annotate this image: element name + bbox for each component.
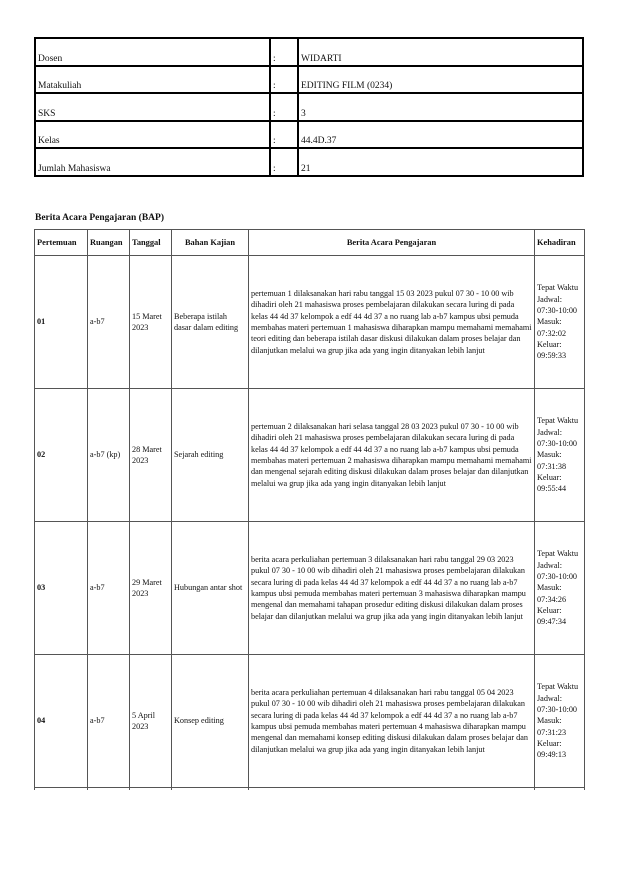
header-berita-acara: Berita Acara Pengajaran <box>249 230 535 256</box>
attendance-keluar: Keluar: 09:49:13 <box>537 738 567 760</box>
info-colon: : <box>270 38 298 66</box>
info-label: Dosen <box>35 38 270 66</box>
attendance-keluar: Keluar: 09:59:33 <box>537 339 567 361</box>
info-colon: : <box>270 148 298 176</box>
ruangan-cell: a-b7 <box>88 256 130 389</box>
attendance-masuk: Masuk: 07:31:23 <box>537 716 567 737</box>
header-ruangan: Ruangan <box>88 230 130 256</box>
info-value: 21 <box>298 148 583 176</box>
tanggal-cell: 29 Maret 2023 <box>130 522 172 655</box>
berita-acara-cell: berita acara perkuliahan pertemuan 4 dilaksanakan hari rabu tanggal 05 04 2023 pukul 07 30 - 10 00 wib dihadiri oleh 21 mahasiswa proses pembelajaran dilakukan secara luring di pada kelas 44 4d 37 kelompok a edf 44 4d 37 a no ruang lab a-b7 kampus ubsi pemuda membahas materi pertemuan 4 mahasiswa diharapkan mampu mengenal dan memahami konsep editing diskusi dilakukan dalam proses belajar dan dilanjutkan melalui wa grup jika ada yang ingin ditanyakan lebih lanjut <box>249 655 535 788</box>
table-continuation <box>35 788 585 791</box>
pertemuan-cell: 01 <box>35 256 88 389</box>
pertemuan-cell: 04 <box>35 655 88 788</box>
attendance-keluar: Keluar: 09:47:34 <box>537 605 567 627</box>
attendance-jadwal: Jadwal: 07:30-10:00 <box>537 294 578 316</box>
info-label: Kelas <box>35 121 270 149</box>
ruangan-cell: a-b7 <box>88 522 130 655</box>
header-tanggal: Tanggal <box>130 230 172 256</box>
ruangan-cell: a-b7 <box>88 655 130 788</box>
attendance-jadwal: Jadwal: 07:30-10:00 <box>537 560 578 582</box>
info-row-sks <box>35 93 583 121</box>
info-row-dosen <box>35 38 583 66</box>
info-label: SKS <box>35 93 270 121</box>
bahan-kajian-cell: Konsep editing <box>172 655 249 788</box>
bap-table <box>34 229 585 790</box>
table-row <box>35 389 585 522</box>
info-row-kelas <box>35 121 583 149</box>
attendance-status: Tepat Waktu <box>537 682 579 692</box>
info-row-matakuliah <box>35 66 583 94</box>
attendance-masuk: Masuk: 07:31:38 <box>537 450 567 471</box>
info-label: Jumlah Mahasiswa <box>35 148 270 176</box>
kehadiran-cell <box>535 256 585 389</box>
info-value: WIDARTI <box>298 38 583 66</box>
info-colon: : <box>270 93 298 121</box>
table-row <box>35 256 585 389</box>
attendance-keluar: Keluar: 09:55:44 <box>537 472 567 494</box>
header-bahan-kajian: Bahan Kajian <box>172 230 249 256</box>
berita-acara-cell: berita acara perkuliahan pertemuan 3 dilaksanakan hari rabu tanggal 29 03 2023 pukul 07 30 - 10 00 wib dihadiri oleh 21 mahasiswa proses pembelajaran dilakukan secara luring di pada kelas 44 4d 37 kelompok a edf 44 4d 37 a no ruang lab a-b7 kampus ubsi pemuda membahas materi pertemuan 3 mahasiswa diharapkan mampu mengenal dan memahami tahapan prosedur editing diskusi dilakukan dalam proses belajar dan dilanjutkan melalui wa grup jika ada yang ingin ditanyakan lebih lanjut <box>249 522 535 655</box>
pertemuan-cell: 02 <box>35 389 88 522</box>
tanggal-cell: 28 Maret 2023 <box>130 389 172 522</box>
kehadiran-cell <box>535 655 585 788</box>
bahan-kajian-cell: Beberapa istilah dasar dalam editing <box>172 256 249 389</box>
attendance-jadwal: Jadwal: 07:30-10:00 <box>537 427 578 449</box>
info-row-jumlah-mahasiswa <box>35 148 583 176</box>
pertemuan-cell: 03 <box>35 522 88 655</box>
attendance-jadwal: Jadwal: 07:30-10:00 <box>537 693 578 715</box>
tanggal-cell: 5 April 2023 <box>130 655 172 788</box>
kehadiran-cell <box>535 389 585 522</box>
info-label: Matakuliah <box>35 66 270 94</box>
attendance-status: Tepat Waktu <box>537 283 579 293</box>
table-row <box>35 522 585 655</box>
info-colon: : <box>270 66 298 94</box>
info-value: EDITING FILM (0234) <box>298 66 583 94</box>
attendance-status: Tepat Waktu <box>537 416 579 426</box>
info-value: 3 <box>298 93 583 121</box>
attendance-status: Tepat Waktu <box>537 549 579 559</box>
header-pertemuan: Pertemuan <box>35 230 88 256</box>
berita-acara-cell: pertemuan 1 dilaksanakan hari rabu tanggal 15 03 2023 pukul 07 30 - 10 00 wib dihadiri oleh 21 mahasiswa proses pembelajaran dilakukan secara luring di pada kelas 44 4d 37 kelompok a edf 44 4d 37 a no ruang lab a-b7 kampus ubsi pemuda membahas materi pertemuan 1 mahasiswa diharapkan mampu memahami memahami teori editing dan beberapa istilah dasar diskusi dilakukan dalam proses belajar dan dilanjutkan melalui wa grup jika ada yang ingin ditanyakan lebih lanjut <box>249 256 535 389</box>
bap-header-row <box>35 230 585 256</box>
info-colon: : <box>270 121 298 149</box>
header-kehadiran: Kehadiran <box>535 230 585 256</box>
course-info-table <box>34 37 584 177</box>
kehadiran-cell <box>535 522 585 655</box>
table-row <box>35 655 585 788</box>
ruangan-cell: a-b7 (kp) <box>88 389 130 522</box>
bahan-kajian-cell: Sejarah editing <box>172 389 249 522</box>
tanggal-cell: 15 Maret 2023 <box>130 256 172 389</box>
bahan-kajian-cell: Hubungan antar shot <box>172 522 249 655</box>
attendance-masuk: Masuk: 07:34:26 <box>537 583 567 604</box>
section-title: Berita Acara Pengajaran (BAP) <box>35 213 165 223</box>
attendance-masuk: Masuk: 07:32:02 <box>537 317 567 338</box>
berita-acara-cell: pertemuan 2 dilaksanakan hari selasa tanggal 28 03 2023 pukul 07 30 - 10 00 wib dihadiri oleh 21 mahasiswa proses pembelajaran dilakukan secara luring di pada kelas 44 4d 37 kelompok a edf 44 4d 37 a no ruang lab a-b7 kampus ubsi pemuda membahas materi pertemuan 2 mahasiswa diharapkan mampu memahami memahami dan mengenal sejarah editing diskusi dilakukan dalam proses belajar dan dilanjutkan melalui wa grup jika ada yang ingin ditanyakan lebih lanjut <box>249 389 535 522</box>
info-value: 44.4D.37 <box>298 121 583 149</box>
